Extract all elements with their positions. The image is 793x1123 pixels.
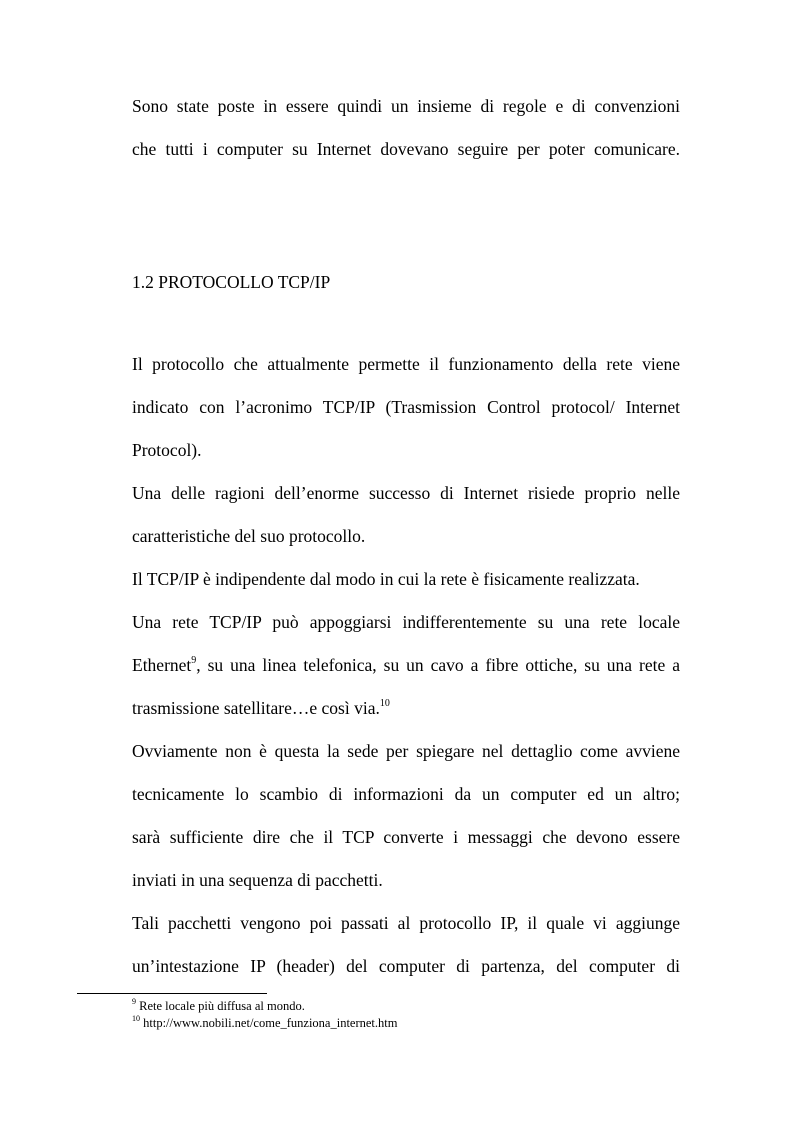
- paragraph-3-line-1: Il TCP/IP è indipendente dal modo in cui la rete è fisicamente realizzata.: [132, 569, 640, 589]
- paragraph-1-line-3: Protocol).: [132, 440, 202, 460]
- footnote-10: [132, 1013, 398, 1031]
- footnote-ref-10: 10: [379, 698, 390, 710]
- paragraph-6-line-2: un’intestazione IP (header) del computer di partenza, del computer di: [132, 956, 680, 976]
- paragraph-6-line-1: Tali pacchetti vengono poi passati al protocollo IP, il quale vi aggiunge: [132, 913, 680, 933]
- paragraph-4-line-3: [132, 697, 680, 719]
- paragraph-5-line-3: sarà sufficiente dire che il TCP converte i messaggi che devono essere: [132, 827, 680, 847]
- paragraph-2-line-1: Una delle ragioni dell’enorme successo di Internet risiede proprio nelle: [132, 483, 680, 503]
- paragraph-4-line-1: Una rete TCP/IP può appoggiarsi indifferentemente su una rete locale: [132, 612, 680, 632]
- intro-line-1: Sono state poste in essere quindi un insieme di regole e di convenzioni: [132, 96, 680, 116]
- footnote-divider: [77, 993, 267, 994]
- footnote-10-number: 10: [132, 1013, 140, 1023]
- intro-line-2: che tutti i computer su Internet dovevano seguire per poter comunicare.: [132, 139, 680, 159]
- footnote-9-number: 9: [132, 996, 136, 1006]
- paragraph-1-line-1: Il protocollo che attualmente permette il funzionamento della rete viene: [132, 354, 680, 374]
- footnote-ref-9: 9: [191, 655, 197, 667]
- paragraph-5-line-2: tecnicamente lo scambio di informazioni da un computer ed un altro;: [132, 784, 680, 804]
- paragraph-2-line-2: caratteristiche del suo protocollo.: [132, 526, 366, 546]
- footnote-9: [132, 996, 305, 1014]
- paragraph-5-line-1: Ovviamente non è questa la sede per spiegare nel dettaglio come avviene: [132, 741, 680, 761]
- ethernet-word: Ethernet: [132, 655, 192, 675]
- paragraph-4-line-3-text: trasmissione satellitare…e così via.: [132, 698, 380, 718]
- paragraph-5-line-4: inviati in una sequenza di pacchetti.: [132, 870, 383, 890]
- paragraph-4-line-2: [132, 654, 680, 676]
- footnote-9-text: Rete locale più diffusa al mondo.: [136, 999, 305, 1013]
- section-heading: 1.2 PROTOCOLLO TCP/IP: [132, 272, 331, 292]
- paragraph-4-line-2-rest: , su una linea telefonica, su un cavo a fibre ottiche, su una rete a: [196, 655, 680, 675]
- footnote-10-text: http://www.nobili.net/come_funziona_internet.htm: [140, 1016, 398, 1030]
- paragraph-1-line-2: indicato con l’acronimo TCP/IP (Trasmission Control protocol/ Internet: [132, 397, 680, 417]
